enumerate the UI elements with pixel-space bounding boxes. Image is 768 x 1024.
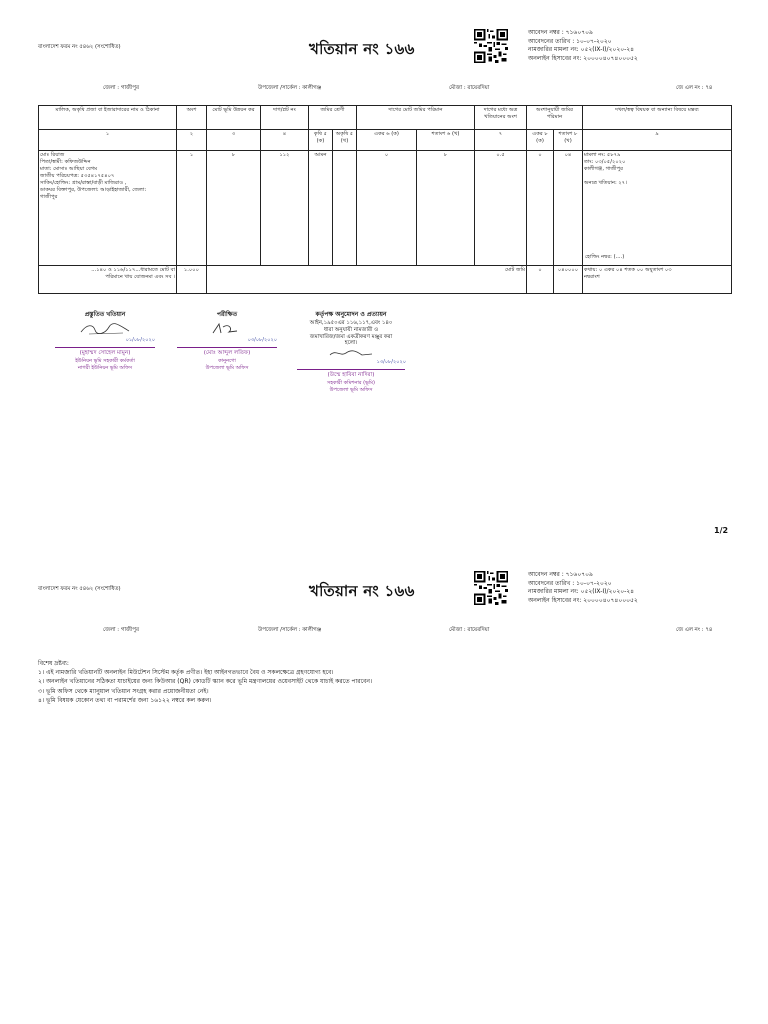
owner-mother: মাতা: মোসাঃ আছিয়া বেগম	[40, 166, 98, 173]
signature-line	[55, 347, 155, 348]
online-account-number: অনলাইন হিসাবের নং: ২০০০০৪০৭৪০০০৫২	[528, 596, 638, 604]
online-account-number: অনলাইন হিসাবের নং: ২০০০০৪০৭৪০০০৫২	[528, 54, 638, 62]
dag-cell: ১১২	[261, 151, 309, 266]
approval-text: জমাখারিজ/জমা একত্রীকরণ মঞ্জুর করা	[309, 333, 393, 340]
signature-block-prepared	[55, 309, 155, 371]
column-number: ৪	[261, 130, 309, 151]
total-note: ...১৪০ ও ১১৬/১১৭...ধারামতে মোট বা	[91, 267, 175, 273]
owner-address: ডাকঘর বিক্তাপুর, উপজেলা: আড়াইহাজারী, জেলা:	[40, 187, 147, 194]
land-class-header: জমির শ্রেণী	[309, 106, 357, 130]
share-cell: ১	[177, 151, 207, 266]
signatory-office: উপজেলা ভূমি অফিস	[329, 386, 373, 393]
revenue-cell: ৮	[207, 151, 261, 266]
signatory-role: সহকারী কমিশনার (ভূমি)	[327, 380, 375, 386]
district: জেলা : গাজীপুর	[103, 85, 139, 91]
akrishi-subheader: অকৃষি ৫ (খ)	[333, 130, 357, 151]
signatory-name: (মোঃ আব্দুল লতিফ)	[203, 350, 251, 356]
signature-scribble-icon	[75, 321, 135, 337]
total-note: পরিমানে খায় যোজনমা এবং সব ।	[105, 274, 175, 281]
form-number: বাংলাদেশ ফরম নং ৫৪৬২ (সংশোধিত)	[38, 44, 121, 50]
total-in-words	[583, 266, 732, 294]
remarks-cell	[583, 151, 732, 266]
share-in-dag-cell: ০.৫	[475, 151, 527, 266]
district: জেলা : গাজীপুর	[103, 627, 139, 633]
mouza: মৌজা : রায়েরদিয়া	[449, 627, 490, 633]
shotangsho-cell: ৮	[417, 151, 475, 266]
note-item: ৩। ভূমি অফিস থেকে ম্যানুয়াল খতিয়ান সংগ্রহ করার প্রয়োজনীয়তা নেই।	[38, 687, 209, 695]
total-description	[39, 266, 177, 294]
owner-cell	[39, 151, 177, 266]
total-row	[39, 266, 732, 294]
signature-heading: পরীক্ষিত	[216, 311, 238, 318]
owner-name: মোঃ রিয়াজ	[40, 152, 65, 158]
signatory-office: উপজেলা ভূমি অফিস	[205, 364, 249, 371]
column-number-row	[39, 130, 732, 151]
column-number: ৩	[207, 130, 261, 151]
signatory-role: ইউনিয়ন ভূমি সহকারী কর্মকর্তা	[75, 358, 135, 364]
dag-header: দাগ/প্লট নং	[261, 106, 309, 130]
notes-section	[38, 659, 372, 705]
case-number: নামজারির মামলা নং: ০৫২(IX-I)/২০২০-২৪	[528, 46, 635, 54]
total-words: কথায়: ০ একর ০৪ শতক ০০ অযুতাংশ ০৩	[584, 267, 672, 273]
akrishi-cell	[333, 151, 357, 266]
share-acre-cell: ০	[527, 151, 554, 266]
acre-subheader: একর ৮ (ক)	[527, 130, 554, 151]
acre-subheader: একর ৬ (ক)	[357, 130, 417, 151]
remarks-case: মামলা নং: ৫৮৭৯	[584, 152, 621, 158]
column-number: ১	[39, 130, 177, 151]
upazila: উপজেলা /সার্কেল : কালীগঞ্জ	[258, 627, 322, 633]
signature-scribble-icon	[326, 347, 376, 359]
page-number: 1/2	[714, 526, 729, 535]
khatian-title: খতিয়ান নং ১৬৬	[309, 582, 415, 600]
signature-line	[297, 369, 405, 370]
note-item: ১। এই নামজারি খতিয়ানটি অনলাইন মিউটেশন সিস্টেম কর্তৃক প্রণীত। ইহা আইনগতভাবে বৈধ ও সকলক্ষেত্রে গ্রহণযোগ্য হবে।	[38, 669, 334, 677]
table-header-row	[39, 106, 732, 130]
total-shotangsho: ০৪০০০০	[554, 266, 583, 294]
application-meta	[528, 29, 638, 63]
upazila: উপজেলা /সার্কেল : কালীগঞ্জ	[258, 85, 322, 91]
signatory-office: নাগরী ইউনিয়ন ভূমি অফিস	[77, 364, 133, 371]
signature-date: ১৩/০৮/২০২০	[376, 359, 406, 365]
total-land-label: মোট জমি	[207, 266, 527, 294]
share-total: ১.০০০	[177, 266, 207, 294]
total-words: নম্বরাংশ	[584, 274, 600, 281]
application-meta	[528, 571, 638, 605]
application-number: আবেদন নম্বর : ৭১৬০৭০৯	[528, 571, 593, 578]
column-number: ২	[177, 130, 207, 151]
owner-address: সাকিং/হোল্ডিং: গ্রাম/রাস্তা/বাড়ী মাজিরাও ,	[40, 180, 127, 187]
qr-code-icon[interactable]	[474, 29, 508, 63]
signature-date: ০১/০৮/২০২০	[125, 337, 155, 343]
notes-title: বিশেষ দ্রষ্টব্য:	[38, 660, 69, 667]
signatory-name: (মুহাম্মদ সোহেল মামুন)	[79, 350, 131, 356]
signatory-role: কানুনগো	[218, 358, 236, 364]
shotangsho-subheader: শতাংশ ৮ (খ)	[554, 130, 583, 151]
application-date: আবেদনের তারিখ : ১০-০৭-২০২০	[528, 579, 612, 587]
mouza: মৌজা : রায়েরদিয়া	[449, 85, 490, 91]
holding-number: হোল্ডিং নম্বর: (....)	[585, 253, 625, 260]
owner-header: মালিক, অকৃষি প্রজা বা ইজারাদারের নাম ও ঠিকানা	[39, 106, 177, 130]
jl-number: জে এল নং : ৭৪	[676, 85, 713, 91]
jl-number: জে এল নং : ৭৪	[676, 627, 713, 633]
signature-heading: কর্তৃপক্ষ অনুমোদন ও প্রত্যায়ন	[315, 311, 387, 318]
column-number: ৯	[583, 130, 732, 151]
total-acre: ০	[527, 266, 554, 294]
share-shotangsho-cell: ০৪	[554, 151, 583, 266]
owner-address: গাজীপুর	[40, 194, 58, 201]
share-area-header: অংশানুযায়ী জমির পরিমান	[527, 106, 583, 130]
approval-text: আইন,১৯৫০এর ১১৬,১১৭,এবং ১৪০	[309, 320, 393, 326]
owner-father: পিতা/স্বামী: কফিজউদ্দিন	[40, 159, 91, 166]
owner-nid: জাতীয় পরিচয়পত্র: ৫৩৫৪১৭৫৪০৭	[40, 173, 115, 180]
signature-block-checked	[177, 309, 277, 371]
application-number: আবেদন নম্বর : ৭১৬০৭০৯	[528, 29, 593, 36]
signature-heading: প্রস্তুতিত খতিয়ান	[84, 311, 126, 318]
approval-text: ধারা অনুযায়ী নামজারী ও	[323, 326, 379, 333]
case-number: নামজারির মামলা নং: ০৫২(IX-I)/২০২০-২৪	[528, 588, 635, 596]
krishi-subheader: কৃষি ৫ (ক)	[309, 130, 333, 151]
khatian-title: খতিয়ান নং ১৬৬	[309, 40, 415, 58]
share-in-dag-header: দাগের মধ্যে অত্র খতিয়ানের অংশ	[475, 106, 527, 130]
form-number: বাংলাদেশ ফরম নং ৫৪৬২ (সংশোধিত)	[38, 586, 121, 592]
signature-line	[177, 347, 277, 348]
signature-block-approved	[296, 309, 406, 393]
shotangsho-subheader: শতাংশ ৬ (খ)	[417, 130, 475, 151]
area-in-dag-header: দাগের মোট জমির পরিমান	[357, 106, 475, 130]
table-row	[39, 151, 732, 266]
note-item: ২। অনলাইন খতিয়ানের সঠিকতা যাচাইয়ের জন্য কিউআর (QR) কোডটি স্ক্যান করে ভূমি মন্ত্রণালয়ের ওয়েবসাইট থেকে যাচাই করতে পারবেন।	[38, 678, 373, 686]
remarks-place: কালীগঞ্জ, গাজীপুর	[584, 166, 624, 173]
khatian-table	[38, 105, 732, 294]
remarks-other-khatian: অন্যত্র খতিয়ান: ২৭।	[584, 180, 628, 187]
approval-text: হলো।	[344, 340, 358, 347]
land-class-cell: আমন	[309, 151, 333, 266]
signature-scribble-icon	[207, 321, 247, 337]
share-header: অংশ	[177, 106, 207, 130]
column-number: ৭	[475, 130, 527, 151]
acre-cell: ০	[357, 151, 417, 266]
revenue-header: মোট ভূমি উন্নয়ন কর	[207, 106, 261, 130]
qr-code-icon[interactable]	[474, 571, 508, 605]
note-item: ৪। ভূমি বিষয়ক যেকোন তথ্য বা পরামর্শের জন্য ১৬১২২ নম্বরে কল করুন।	[38, 696, 212, 704]
remarks-header: দখল/স্বত্ব বিষয়ক বা অন্যান্য বিষয়ে মন্তব্য	[583, 106, 732, 130]
signature-date: ০৩/০৮/২০২০	[247, 337, 277, 343]
signatory-name: (উম্মে হাবিবা নাদিরা)	[327, 372, 375, 378]
remarks-date: তাং: ০৩/০৫/২০২০	[584, 159, 626, 166]
application-date: আবেদনের তারিখ : ১০-০৭-২০২০	[528, 37, 612, 45]
